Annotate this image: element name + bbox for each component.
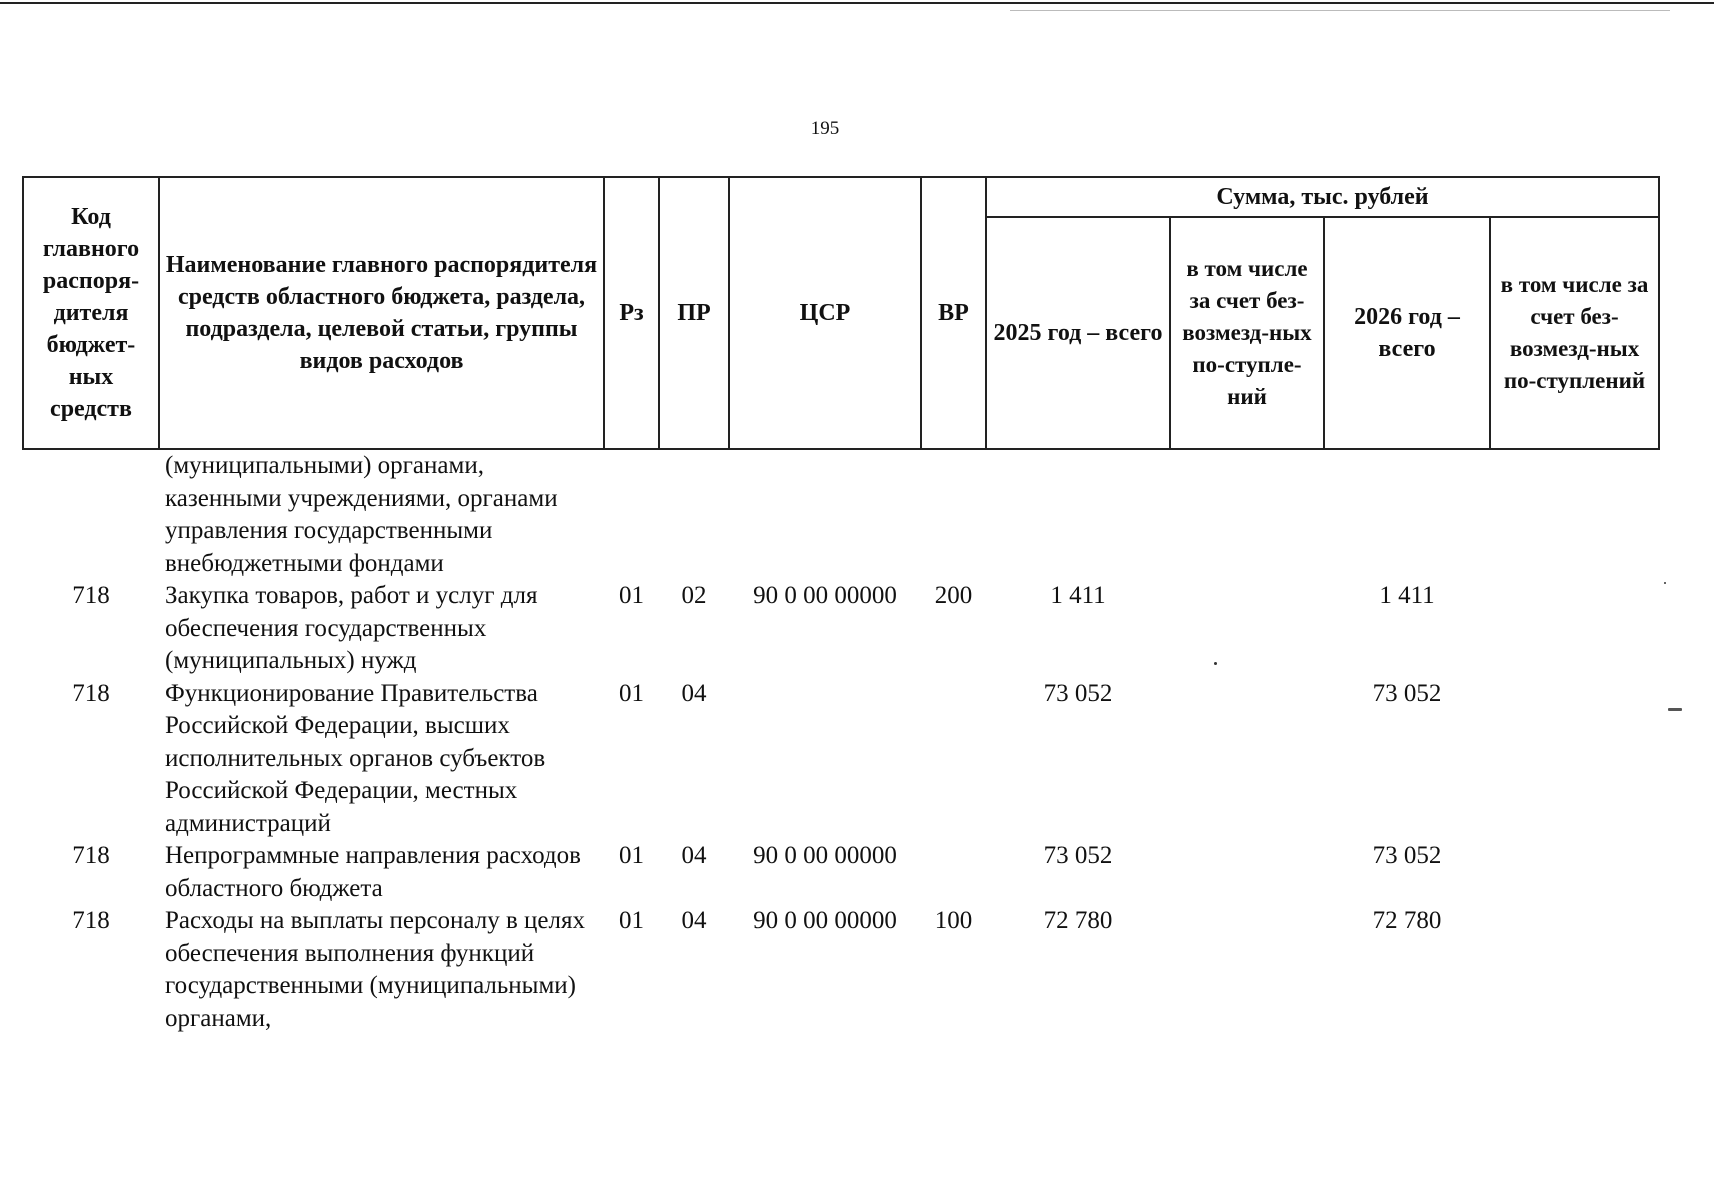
cell-code: 718 bbox=[72, 907, 110, 934]
header-csr: ЦСР bbox=[729, 177, 921, 449]
top-rule bbox=[0, 2, 1714, 4]
cell-rz: 01 bbox=[619, 679, 644, 707]
header-2026-total: 2026 год – всего bbox=[1324, 217, 1490, 449]
cell-2026-free bbox=[1490, 580, 1659, 678]
cell-2025-total: 73 052 bbox=[1043, 842, 1113, 869]
scan-speck bbox=[1668, 708, 1682, 711]
cell-csr bbox=[729, 449, 921, 580]
cell-2026-total: 73 052 bbox=[1372, 842, 1442, 869]
cell-csr: 90 0 00 00000 bbox=[753, 842, 897, 869]
cell-name: (муниципальными) органами, казенными учреждениями, органами управления государственными внебюджетными фондами bbox=[165, 452, 558, 577]
table-row bbox=[23, 905, 1659, 1035]
cell-2026-free bbox=[1490, 905, 1659, 1035]
cell-rz: 01 bbox=[619, 842, 644, 869]
header-sum-group: Сумма, тыс. рублей bbox=[986, 177, 1659, 217]
table-row bbox=[23, 449, 1659, 580]
cell-csr bbox=[729, 678, 921, 841]
header-2025-free: в том числе за счет без-возмезд-ных по-ступле-ний bbox=[1170, 217, 1324, 449]
cell-2025-total: 72 780 bbox=[1043, 907, 1113, 934]
cell-pr bbox=[659, 449, 729, 580]
cell-2026-total bbox=[1324, 449, 1490, 580]
cell-code: 718 bbox=[72, 842, 110, 869]
header-code: Код главного распоря-дителя бюджет-ных средств bbox=[23, 177, 159, 449]
cell-2026-total: 73 052 bbox=[1372, 679, 1442, 707]
cell-name: Непрограммные направления расходов областного бюджета bbox=[165, 842, 581, 902]
page-number: 195 bbox=[810, 118, 840, 139]
top-rule-secondary bbox=[1010, 10, 1670, 11]
header-name: Наименование главного распорядителя средств областного бюджета, раздела, подраздела, целевой статьи, группы видов расходов bbox=[159, 177, 604, 449]
cell-vr bbox=[921, 678, 986, 841]
budget-table bbox=[22, 176, 1660, 1035]
cell-2026-free bbox=[1490, 840, 1659, 905]
cell-rz: 01 bbox=[619, 907, 644, 934]
cell-name: Функционирование Правительства Российской Федерации, высших исполнительных органов субъектов Российской Федерации, местных администраций bbox=[165, 679, 546, 837]
cell-2026-total: 1 411 bbox=[1379, 582, 1435, 609]
cell-vr: 200 bbox=[934, 582, 973, 609]
cell-rz: 01 bbox=[619, 582, 644, 609]
cell-code: 718 bbox=[72, 582, 110, 609]
cell-2025-total: 73 052 bbox=[1043, 679, 1113, 707]
cell-code: 718 bbox=[72, 679, 110, 707]
cell-2026-free bbox=[1490, 449, 1659, 580]
cell-2025-free bbox=[1170, 580, 1324, 678]
cell-pr: 02 bbox=[681, 582, 707, 609]
scan-speck bbox=[1214, 662, 1217, 665]
cell-2025-free bbox=[1170, 840, 1324, 905]
cell-pr: 04 bbox=[681, 907, 707, 934]
cell-rz bbox=[604, 449, 659, 580]
cell-2025-free bbox=[1170, 678, 1324, 841]
cell-pr: 04 bbox=[681, 842, 707, 869]
scan-speck bbox=[1664, 582, 1666, 584]
cell-2026-total: 72 780 bbox=[1372, 907, 1442, 934]
table-row bbox=[23, 678, 1659, 841]
header-2026-free: в том числе за счет без-возмезд-ных по-ступлений bbox=[1490, 217, 1659, 449]
table-row bbox=[23, 840, 1659, 905]
cell-csr: 90 0 00 00000 bbox=[753, 582, 897, 609]
cell-vr bbox=[921, 449, 986, 580]
cell-2025-total: 1 411 bbox=[1050, 582, 1106, 609]
header-rz: Рз bbox=[604, 177, 659, 449]
cell-code bbox=[23, 449, 159, 580]
table-row bbox=[23, 580, 1659, 678]
cell-vr bbox=[921, 840, 986, 905]
cell-vr: 100 bbox=[934, 907, 973, 934]
header-vr: ВР bbox=[921, 177, 986, 449]
cell-pr: 04 bbox=[681, 679, 707, 707]
cell-2025-free bbox=[1170, 905, 1324, 1035]
cell-name: Расходы на выплаты персоналу в целях обеспечения выполнения функций государственными (муниципальными) органами, bbox=[165, 907, 585, 1032]
cell-2025-free bbox=[1170, 449, 1324, 580]
cell-2026-free bbox=[1490, 678, 1659, 841]
cell-name: Закупка товаров, работ и услуг для обеспечения государственных (муниципальных) нужд bbox=[165, 582, 538, 674]
cell-csr: 90 0 00 00000 bbox=[753, 907, 897, 934]
header-pr: ПР bbox=[659, 177, 729, 449]
header-2025-total: 2025 год – всего bbox=[986, 217, 1170, 449]
cell-2025-total bbox=[986, 449, 1170, 580]
